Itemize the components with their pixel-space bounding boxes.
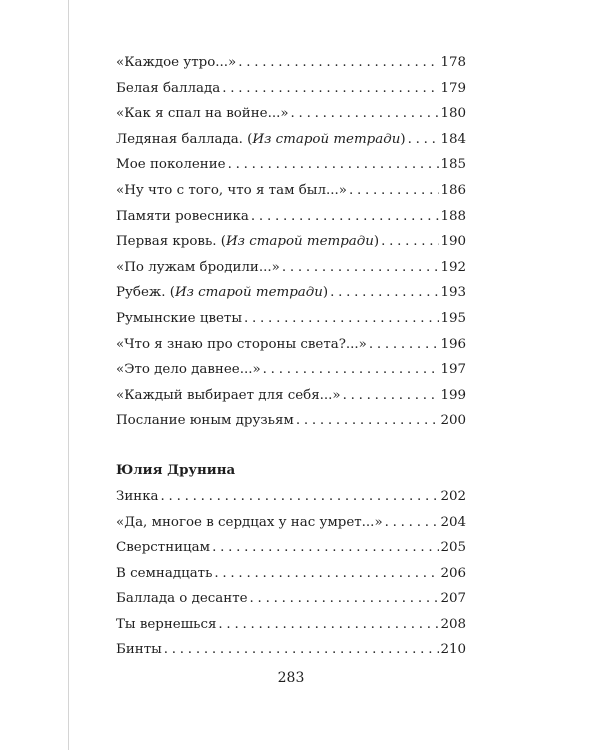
toc-entry bbox=[116, 127, 466, 153]
dot-leader bbox=[385, 510, 440, 536]
dot-leader bbox=[408, 127, 440, 153]
toc-entry-title: «Это дело давнее...» bbox=[116, 362, 261, 378]
toc-entry-title: «Каждый выбирает для себя...» bbox=[116, 387, 341, 403]
toc-entry bbox=[116, 561, 466, 587]
toc-entry-page: 186 bbox=[440, 182, 466, 198]
toc-entry-title: Бинты bbox=[116, 642, 162, 658]
toc-entry-title: Ты вернешься bbox=[116, 616, 217, 632]
dot-leader bbox=[282, 255, 440, 281]
toc-entry bbox=[116, 484, 466, 510]
dot-leader bbox=[218, 612, 439, 638]
toc-entry-title: Сверстницам bbox=[116, 540, 211, 556]
toc-entry-title: Румынские цветы bbox=[116, 310, 243, 326]
dot-leader bbox=[349, 178, 440, 204]
toc-entry-title: «Ну что с того, что я там был...» bbox=[116, 182, 347, 198]
dot-leader bbox=[291, 101, 440, 127]
table-of-contents bbox=[116, 50, 466, 663]
dot-leader bbox=[214, 561, 439, 587]
toc-entry-page: 180 bbox=[440, 106, 466, 122]
toc-entry-title: Ледяная баллада. (Из старой тетради) bbox=[116, 131, 406, 147]
dot-leader bbox=[343, 383, 440, 409]
toc-entry bbox=[116, 101, 466, 127]
toc-entry bbox=[116, 229, 466, 255]
toc-entry-title: Зинка bbox=[116, 488, 159, 504]
toc-entry-page: 184 bbox=[440, 131, 466, 147]
toc-entry-page: 195 bbox=[440, 310, 466, 326]
dot-leader bbox=[212, 535, 439, 561]
toc-entry-page: 185 bbox=[440, 157, 466, 173]
toc-entry-page: 190 bbox=[440, 234, 466, 250]
toc-entry-title: «По лужам бродили...» bbox=[116, 259, 280, 275]
toc-entry bbox=[116, 357, 466, 383]
author-heading: Юлия Друнина bbox=[116, 461, 236, 478]
toc-entry-page: 193 bbox=[440, 285, 466, 301]
toc-entry-title: Баллада о десанте bbox=[116, 591, 248, 607]
dot-leader bbox=[250, 586, 440, 612]
toc-entry bbox=[116, 178, 466, 204]
toc-entry-title: Мое поколение bbox=[116, 157, 226, 173]
toc-entry-page: 202 bbox=[440, 488, 466, 504]
dot-leader bbox=[238, 50, 439, 76]
toc-entry bbox=[116, 306, 466, 332]
toc-entry bbox=[116, 76, 466, 102]
dot-leader bbox=[263, 357, 440, 383]
dot-leader bbox=[161, 484, 440, 510]
toc-entry bbox=[116, 612, 466, 638]
dot-leader bbox=[369, 332, 440, 358]
dot-leader bbox=[164, 637, 440, 663]
toc-entry bbox=[116, 586, 466, 612]
dot-leader bbox=[228, 152, 440, 178]
section-spacer bbox=[116, 434, 466, 457]
page-number-text: 283 bbox=[277, 670, 305, 686]
toc-entry-title: В семнадцать bbox=[116, 565, 213, 581]
dot-leader bbox=[296, 408, 440, 434]
toc-entry-page: 205 bbox=[440, 540, 466, 556]
toc-entry-title: «Да, многое в сердцах у нас умрет...» bbox=[116, 514, 383, 530]
toc-entry-page: 197 bbox=[440, 362, 466, 378]
toc-entry-page: 199 bbox=[440, 387, 466, 403]
toc-entry bbox=[116, 408, 466, 434]
toc-entry-page: 206 bbox=[440, 565, 466, 581]
toc-entry-title: Памяти ровесника bbox=[116, 208, 249, 224]
toc-entry bbox=[116, 637, 466, 663]
toc-entry bbox=[116, 332, 466, 358]
toc-entry-page: 210 bbox=[440, 642, 466, 658]
toc-entry bbox=[116, 50, 466, 76]
toc-entry-page: 196 bbox=[440, 336, 466, 352]
toc-entry-title: «Что я знаю про стороны света?...» bbox=[116, 336, 367, 352]
toc-entry-page: 200 bbox=[440, 413, 466, 429]
toc-entry-page: 208 bbox=[440, 616, 466, 632]
toc-entry-title: «Как я спал на войне...» bbox=[116, 106, 289, 122]
toc-entry bbox=[116, 255, 466, 281]
toc-entry-title: Рубеж. (Из старой тетради) bbox=[116, 285, 329, 301]
page-gutter-line bbox=[68, 0, 69, 750]
dot-leader bbox=[251, 204, 440, 230]
toc-entry-page: 188 bbox=[440, 208, 466, 224]
toc-entry bbox=[116, 204, 466, 230]
toc-entry bbox=[116, 535, 466, 561]
dot-leader bbox=[330, 280, 439, 306]
toc-entry-page: 207 bbox=[440, 591, 466, 607]
toc-entry-page: 204 bbox=[440, 514, 466, 530]
toc-entry bbox=[116, 152, 466, 178]
dot-leader bbox=[222, 76, 439, 102]
toc-entry bbox=[116, 280, 466, 306]
toc-entry-page: 179 bbox=[440, 80, 466, 96]
toc-entry-title: Белая баллада bbox=[116, 80, 221, 96]
toc-entry-title: «Каждое утро...» bbox=[116, 55, 237, 70]
dot-leader bbox=[381, 229, 439, 255]
toc-entry-page: 192 bbox=[440, 259, 466, 275]
page-number bbox=[0, 670, 600, 686]
dot-leader bbox=[244, 306, 439, 332]
toc-entry bbox=[116, 383, 466, 409]
toc-entry bbox=[116, 510, 466, 536]
toc-entry-title: Послание юным друзьям bbox=[116, 413, 294, 429]
toc-entry-page: 178 bbox=[440, 55, 466, 70]
toc-entry-title: Первая кровь. (Из старой тетради) bbox=[116, 234, 380, 250]
